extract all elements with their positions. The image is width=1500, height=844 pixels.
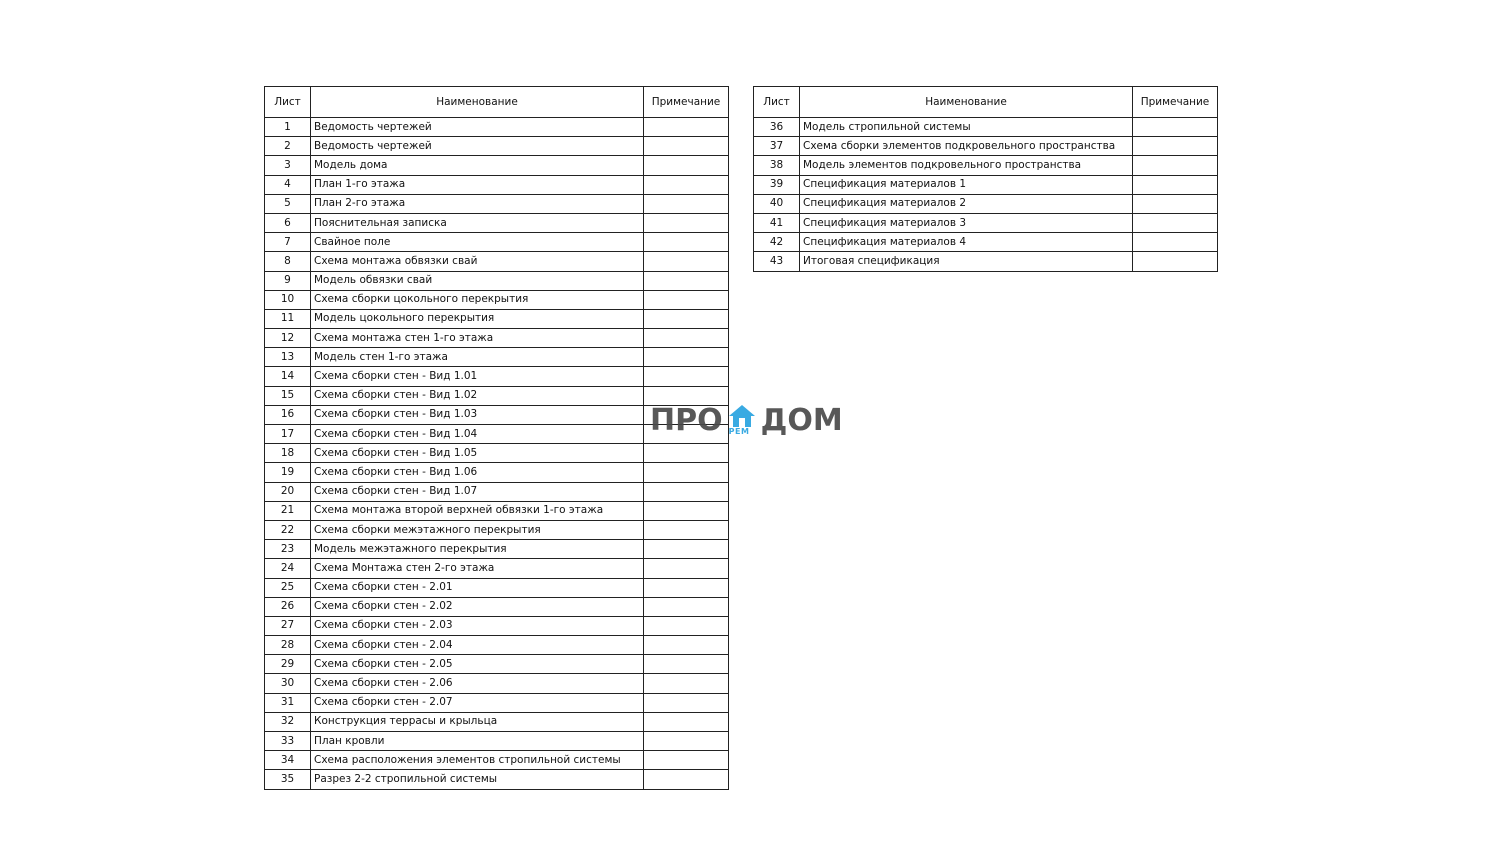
sheet-number: 19	[265, 463, 311, 482]
sheet-name: Схема сборки цокольного перекрытия	[311, 290, 644, 309]
sheet-note	[644, 597, 729, 616]
sheet-note	[644, 137, 729, 156]
sheet-number: 35	[265, 770, 311, 789]
sheet-number: 37	[754, 137, 800, 156]
table-row	[754, 194, 1218, 213]
sheet-number: 29	[265, 655, 311, 674]
sheet-note	[644, 540, 729, 559]
sheet-name: Итоговая спецификация	[800, 252, 1133, 271]
sheet-number: 13	[265, 348, 311, 367]
sheet-name: Пояснительная записка	[311, 213, 644, 232]
sheet-name: Схема сборки стен - 2.07	[311, 693, 644, 712]
sheet-note	[1133, 175, 1218, 194]
sheet-number: 25	[265, 578, 311, 597]
table-row	[265, 751, 729, 770]
sheet-note	[644, 655, 729, 674]
sheet-note	[644, 751, 729, 770]
table-row	[265, 271, 729, 290]
sheet-note	[1133, 156, 1218, 175]
table-row	[265, 578, 729, 597]
sheet-note	[644, 444, 729, 463]
sheet-number: 24	[265, 559, 311, 578]
sheet-note	[644, 732, 729, 751]
header-name: Наименование	[800, 87, 1133, 118]
header-name: Наименование	[311, 87, 644, 118]
sheet-note	[644, 290, 729, 309]
sheet-number: 38	[754, 156, 800, 175]
table-row	[265, 444, 729, 463]
table-row	[265, 693, 729, 712]
sheet-note	[644, 271, 729, 290]
sheet-name: Модель цокольного перекрытия	[311, 309, 644, 328]
header-sheet: Лист	[754, 87, 800, 118]
sheet-number: 41	[754, 213, 800, 232]
sheet-note	[644, 636, 729, 655]
sheet-name: План 2-го этажа	[311, 194, 644, 213]
table-row	[265, 213, 729, 232]
sheet-list-table-right	[753, 86, 1218, 272]
table-row	[265, 520, 729, 539]
sheet-name: Схема сборки стен - Вид 1.03	[311, 405, 644, 424]
watermark-logo	[650, 402, 843, 438]
table-row	[754, 233, 1218, 252]
table-row	[754, 252, 1218, 271]
table-row	[265, 348, 729, 367]
sheet-number: 36	[754, 118, 800, 137]
table-row	[265, 655, 729, 674]
sheet-name: Схема сборки стен - Вид 1.04	[311, 425, 644, 444]
sheet-note	[644, 693, 729, 712]
sheet-name: Схема монтажа второй верхней обвязки 1-го этажа	[311, 501, 644, 520]
sheet-note	[644, 463, 729, 482]
table-row	[754, 137, 1218, 156]
header-note: Примечание	[644, 87, 729, 118]
sheet-note	[644, 367, 729, 386]
sheet-number: 31	[265, 693, 311, 712]
sheet-name: Модель обвязки свай	[311, 271, 644, 290]
sheet-note	[1133, 118, 1218, 137]
sheet-note	[644, 578, 729, 597]
table-row	[265, 156, 729, 175]
sheet-note	[644, 770, 729, 789]
sheet-name: Схема монтажа стен 1-го этажа	[311, 329, 644, 348]
sheet-number: 1	[265, 118, 311, 137]
sheet-note	[644, 252, 729, 271]
watermark-text-right: ДОМ	[760, 402, 843, 438]
sheet-note	[644, 501, 729, 520]
sheet-name: Разрез 2-2 стропильной системы	[311, 770, 644, 789]
table-row	[265, 482, 729, 501]
sheet-name: Конструкция террасы и крыльца	[311, 712, 644, 731]
sheet-number: 26	[265, 597, 311, 616]
sheet-number: 30	[265, 674, 311, 693]
sheet-name: План кровли	[311, 732, 644, 751]
sheet-name: Схема расположения элементов стропильной системы	[311, 751, 644, 770]
sheet-number: 11	[265, 309, 311, 328]
sheet-number: 27	[265, 616, 311, 635]
sheet-name: Модель межэтажного перекрытия	[311, 540, 644, 559]
sheet-name: Свайное поле	[311, 233, 644, 252]
header-note: Примечание	[1133, 87, 1218, 118]
sheet-number: 8	[265, 252, 311, 271]
sheet-name: Схема сборки межэтажного перекрытия	[311, 520, 644, 539]
sheet-number: 14	[265, 367, 311, 386]
sheet-name: Схема сборки стен - 2.04	[311, 636, 644, 655]
watermark-text-left: ПРО	[650, 402, 723, 438]
sheet-number: 12	[265, 329, 311, 348]
table-header-row	[265, 87, 729, 118]
sheet-note	[644, 348, 729, 367]
table-row	[754, 118, 1218, 137]
sheet-note	[644, 194, 729, 213]
sheet-note	[644, 329, 729, 348]
table-row	[265, 540, 729, 559]
sheet-note	[1133, 213, 1218, 232]
sheet-note	[1133, 252, 1218, 271]
sheet-note	[644, 213, 729, 232]
sheet-note	[644, 156, 729, 175]
sheet-note	[644, 712, 729, 731]
sheet-note	[644, 520, 729, 539]
sheet-name: Схема сборки стен - Вид 1.07	[311, 482, 644, 501]
sheet-number: 15	[265, 386, 311, 405]
sheet-name: Схема сборки стен - Вид 1.06	[311, 463, 644, 482]
table-row	[265, 636, 729, 655]
sheet-name: Схема сборки стен - Вид 1.02	[311, 386, 644, 405]
sheet-name: Модель элементов подкровельного пространства	[800, 156, 1133, 175]
sheet-number: 40	[754, 194, 800, 213]
sheet-name: Схема монтажа обвязки свай	[311, 252, 644, 271]
table-row	[265, 770, 729, 789]
table-row	[265, 137, 729, 156]
table-row	[265, 559, 729, 578]
sheet-number: 23	[265, 540, 311, 559]
header-sheet: Лист	[265, 87, 311, 118]
table-row	[265, 118, 729, 137]
table-row	[265, 616, 729, 635]
sheet-note	[644, 175, 729, 194]
sheet-name: Схема сборки стен - 2.01	[311, 578, 644, 597]
table-row	[265, 290, 729, 309]
sheet-number: 32	[265, 712, 311, 731]
sheet-number: 33	[265, 732, 311, 751]
table-row	[265, 501, 729, 520]
sheet-name: Схема сборки элементов подкровельного пространства	[800, 137, 1133, 156]
sheet-name: Спецификация материалов 1	[800, 175, 1133, 194]
table-row	[265, 732, 729, 751]
sheet-name: Схема сборки стен - 2.06	[311, 674, 644, 693]
table-row	[265, 309, 729, 328]
sheet-note	[644, 674, 729, 693]
table-row	[265, 712, 729, 731]
sheet-note	[644, 482, 729, 501]
sheet-number: 34	[265, 751, 311, 770]
sheet-note	[644, 559, 729, 578]
table-row	[265, 463, 729, 482]
sheet-number: 10	[265, 290, 311, 309]
sheet-number: 20	[265, 482, 311, 501]
sheet-name: План 1-го этажа	[311, 175, 644, 194]
table-row	[265, 674, 729, 693]
sheet-name: Ведомость чертежей	[311, 118, 644, 137]
sheet-number: 21	[265, 501, 311, 520]
sheet-name: Ведомость чертежей	[311, 137, 644, 156]
sheet-name: Спецификация материалов 4	[800, 233, 1133, 252]
sheet-note	[1133, 233, 1218, 252]
sheet-name: Схема Монтажа стен 2-го этажа	[311, 559, 644, 578]
sheet-name: Модель дома	[311, 156, 644, 175]
watermark-small-text: РЕМ	[728, 427, 750, 436]
house-icon	[727, 402, 757, 438]
sheet-number: 18	[265, 444, 311, 463]
sheet-note	[644, 118, 729, 137]
table-row	[754, 156, 1218, 175]
sheet-name: Модель стропильной системы	[800, 118, 1133, 137]
table-header-row	[754, 87, 1218, 118]
sheet-name: Спецификация материалов 3	[800, 213, 1133, 232]
table-row	[754, 213, 1218, 232]
sheet-note	[1133, 194, 1218, 213]
sheet-name: Схема сборки стен - Вид 1.05	[311, 444, 644, 463]
sheet-number: 22	[265, 520, 311, 539]
table-row	[265, 194, 729, 213]
sheet-name: Спецификация материалов 2	[800, 194, 1133, 213]
table-row	[265, 233, 729, 252]
sheet-number: 3	[265, 156, 311, 175]
sheet-name: Схема сборки стен - 2.02	[311, 597, 644, 616]
sheet-name: Схема сборки стен - 2.03	[311, 616, 644, 635]
table-row	[754, 175, 1218, 194]
sheet-number: 2	[265, 137, 311, 156]
sheet-number: 7	[265, 233, 311, 252]
sheet-number: 16	[265, 405, 311, 424]
table-row	[265, 329, 729, 348]
sheet-note	[1133, 137, 1218, 156]
sheet-number: 43	[754, 252, 800, 271]
sheet-note	[644, 616, 729, 635]
sheet-name: Схема сборки стен - Вид 1.01	[311, 367, 644, 386]
sheet-number: 39	[754, 175, 800, 194]
table-row	[265, 175, 729, 194]
table-row	[265, 597, 729, 616]
sheet-name: Схема сборки стен - 2.05	[311, 655, 644, 674]
sheet-number: 4	[265, 175, 311, 194]
sheet-name: Модель стен 1-го этажа	[311, 348, 644, 367]
sheet-number: 28	[265, 636, 311, 655]
sheet-note	[644, 309, 729, 328]
sheet-number: 5	[265, 194, 311, 213]
table-row	[265, 367, 729, 386]
sheet-number: 9	[265, 271, 311, 290]
sheet-note	[644, 233, 729, 252]
table-row	[265, 252, 729, 271]
sheet-number: 42	[754, 233, 800, 252]
sheet-number: 6	[265, 213, 311, 232]
sheet-number: 17	[265, 425, 311, 444]
